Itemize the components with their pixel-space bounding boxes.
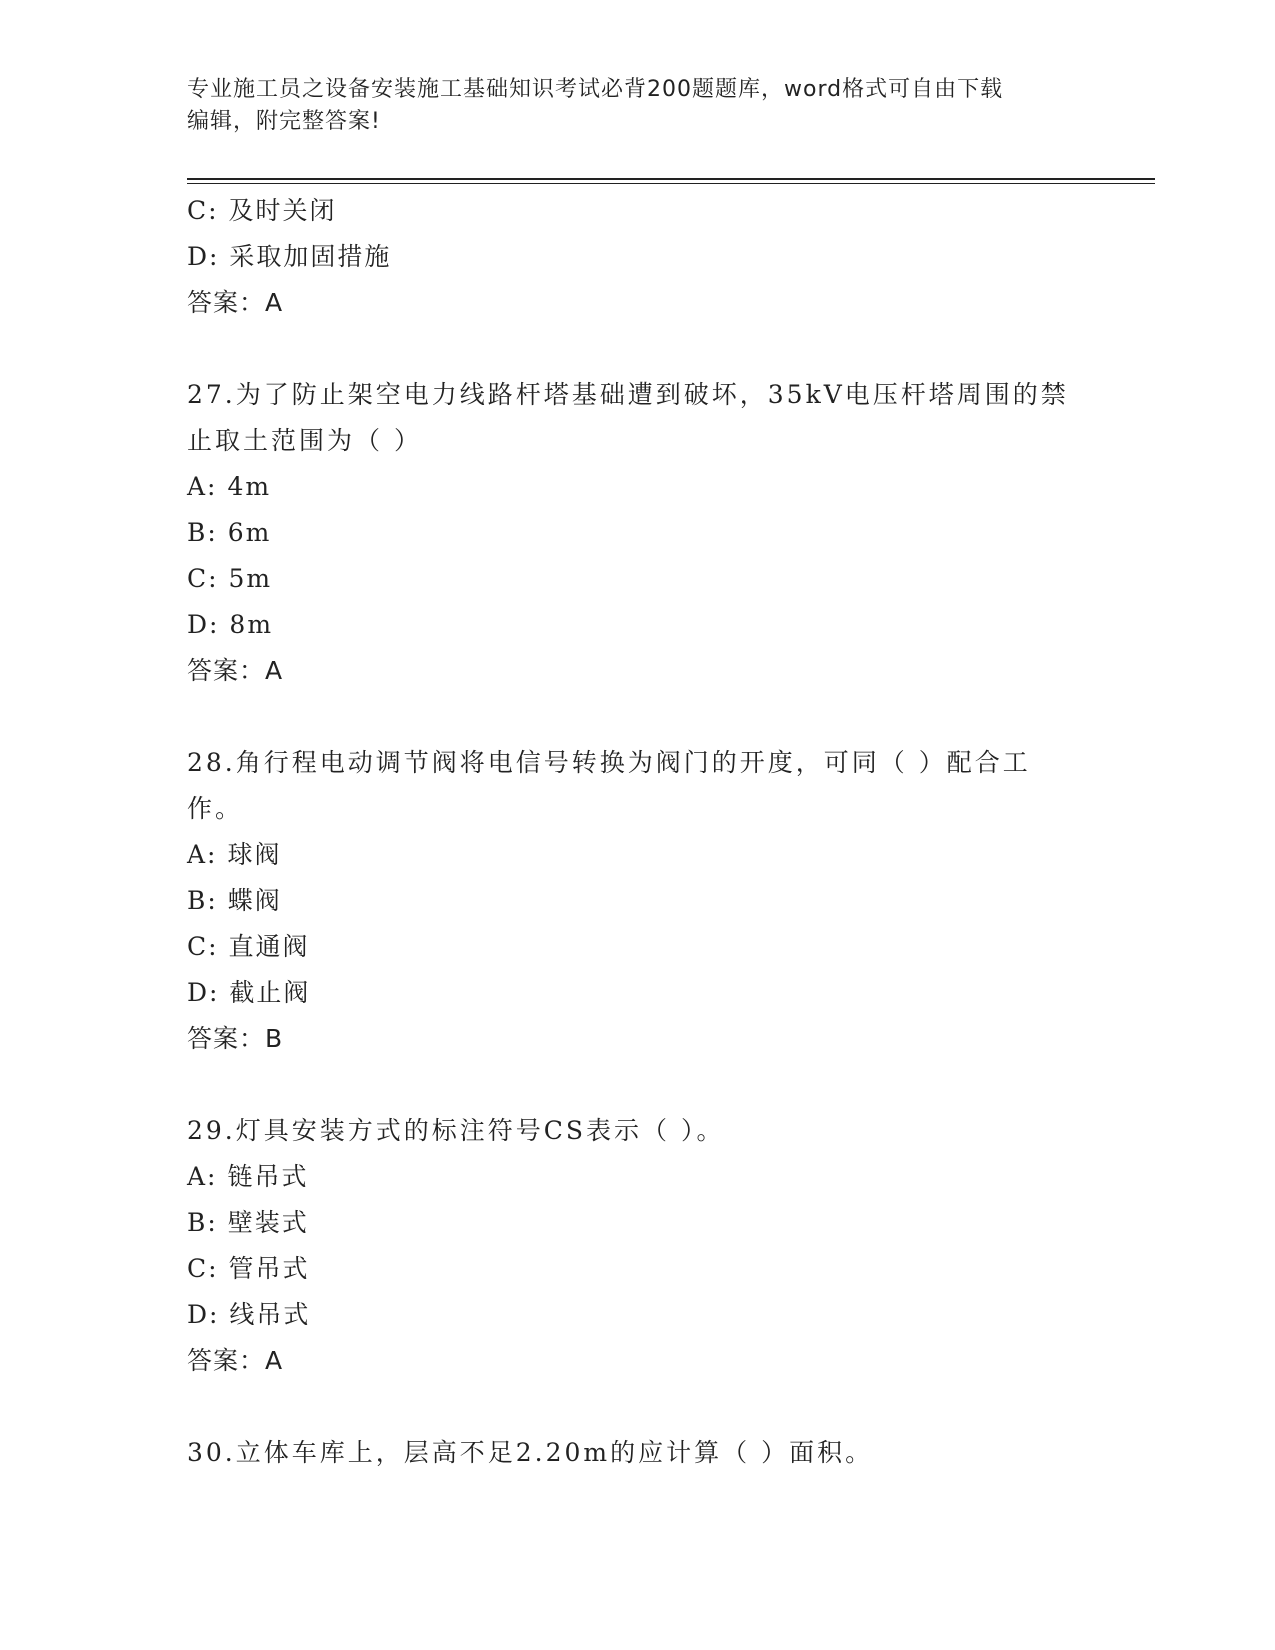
option-b: B: 壁装式: [187, 1208, 309, 1237]
answer: 答案：A: [187, 656, 284, 685]
question-28: [187, 740, 1087, 1062]
option-d: D: 线吊式: [187, 1300, 311, 1329]
question-stem: 27.为了防止架空电力线路杆塔基础遭到破坏，35kV电压杆塔周围的禁 止取土范围为（ ）: [187, 380, 1069, 455]
option-d: D: 采取加固措施: [187, 242, 392, 271]
question-26-tail: [187, 188, 1087, 326]
answer: 答案：A: [187, 1346, 284, 1375]
option-d: D: 8m: [187, 610, 274, 639]
answer: 答案：A: [187, 288, 284, 317]
question-27: [187, 372, 1087, 694]
question-stem: 29.灯具安装方式的标注符号CS表示（ ）。: [187, 1116, 725, 1145]
option-c: C: 及时关闭: [187, 196, 337, 225]
option-a: A: 4m: [187, 472, 272, 501]
answer: 答案：B: [187, 1024, 284, 1053]
header-divider-top: [187, 178, 1155, 180]
option-c: C: 管吊式: [187, 1254, 310, 1283]
header-divider-bottom: [187, 183, 1155, 184]
question-29: [187, 1108, 1087, 1384]
option-c: C: 直通阀: [187, 932, 310, 961]
option-d: D: 截止阀: [187, 978, 311, 1007]
option-b: B: 6m: [187, 518, 272, 547]
question-stem: 30.立体车库上，层高不足2.20m的应计算（ ）面积。: [187, 1438, 874, 1467]
option-a: A: 球阀: [187, 840, 282, 869]
option-c: C: 5m: [187, 564, 273, 593]
question-stem: 28.角行程电动调节阀将电信号转换为阀门的开度，可同（ ）配合工 作。: [187, 748, 1031, 823]
header-line-1: 专业施工员之设备安装施工基础知识考试必背200题题库，word格式可自由下载: [187, 77, 1004, 102]
header-line-2: 编辑，附完整答案!: [187, 109, 381, 134]
question-list: [187, 188, 1087, 1476]
option-a: A: 链吊式: [187, 1162, 309, 1191]
document-header: [187, 74, 1087, 138]
question-30: [187, 1430, 1087, 1476]
option-b: B: 蝶阀: [187, 886, 282, 915]
